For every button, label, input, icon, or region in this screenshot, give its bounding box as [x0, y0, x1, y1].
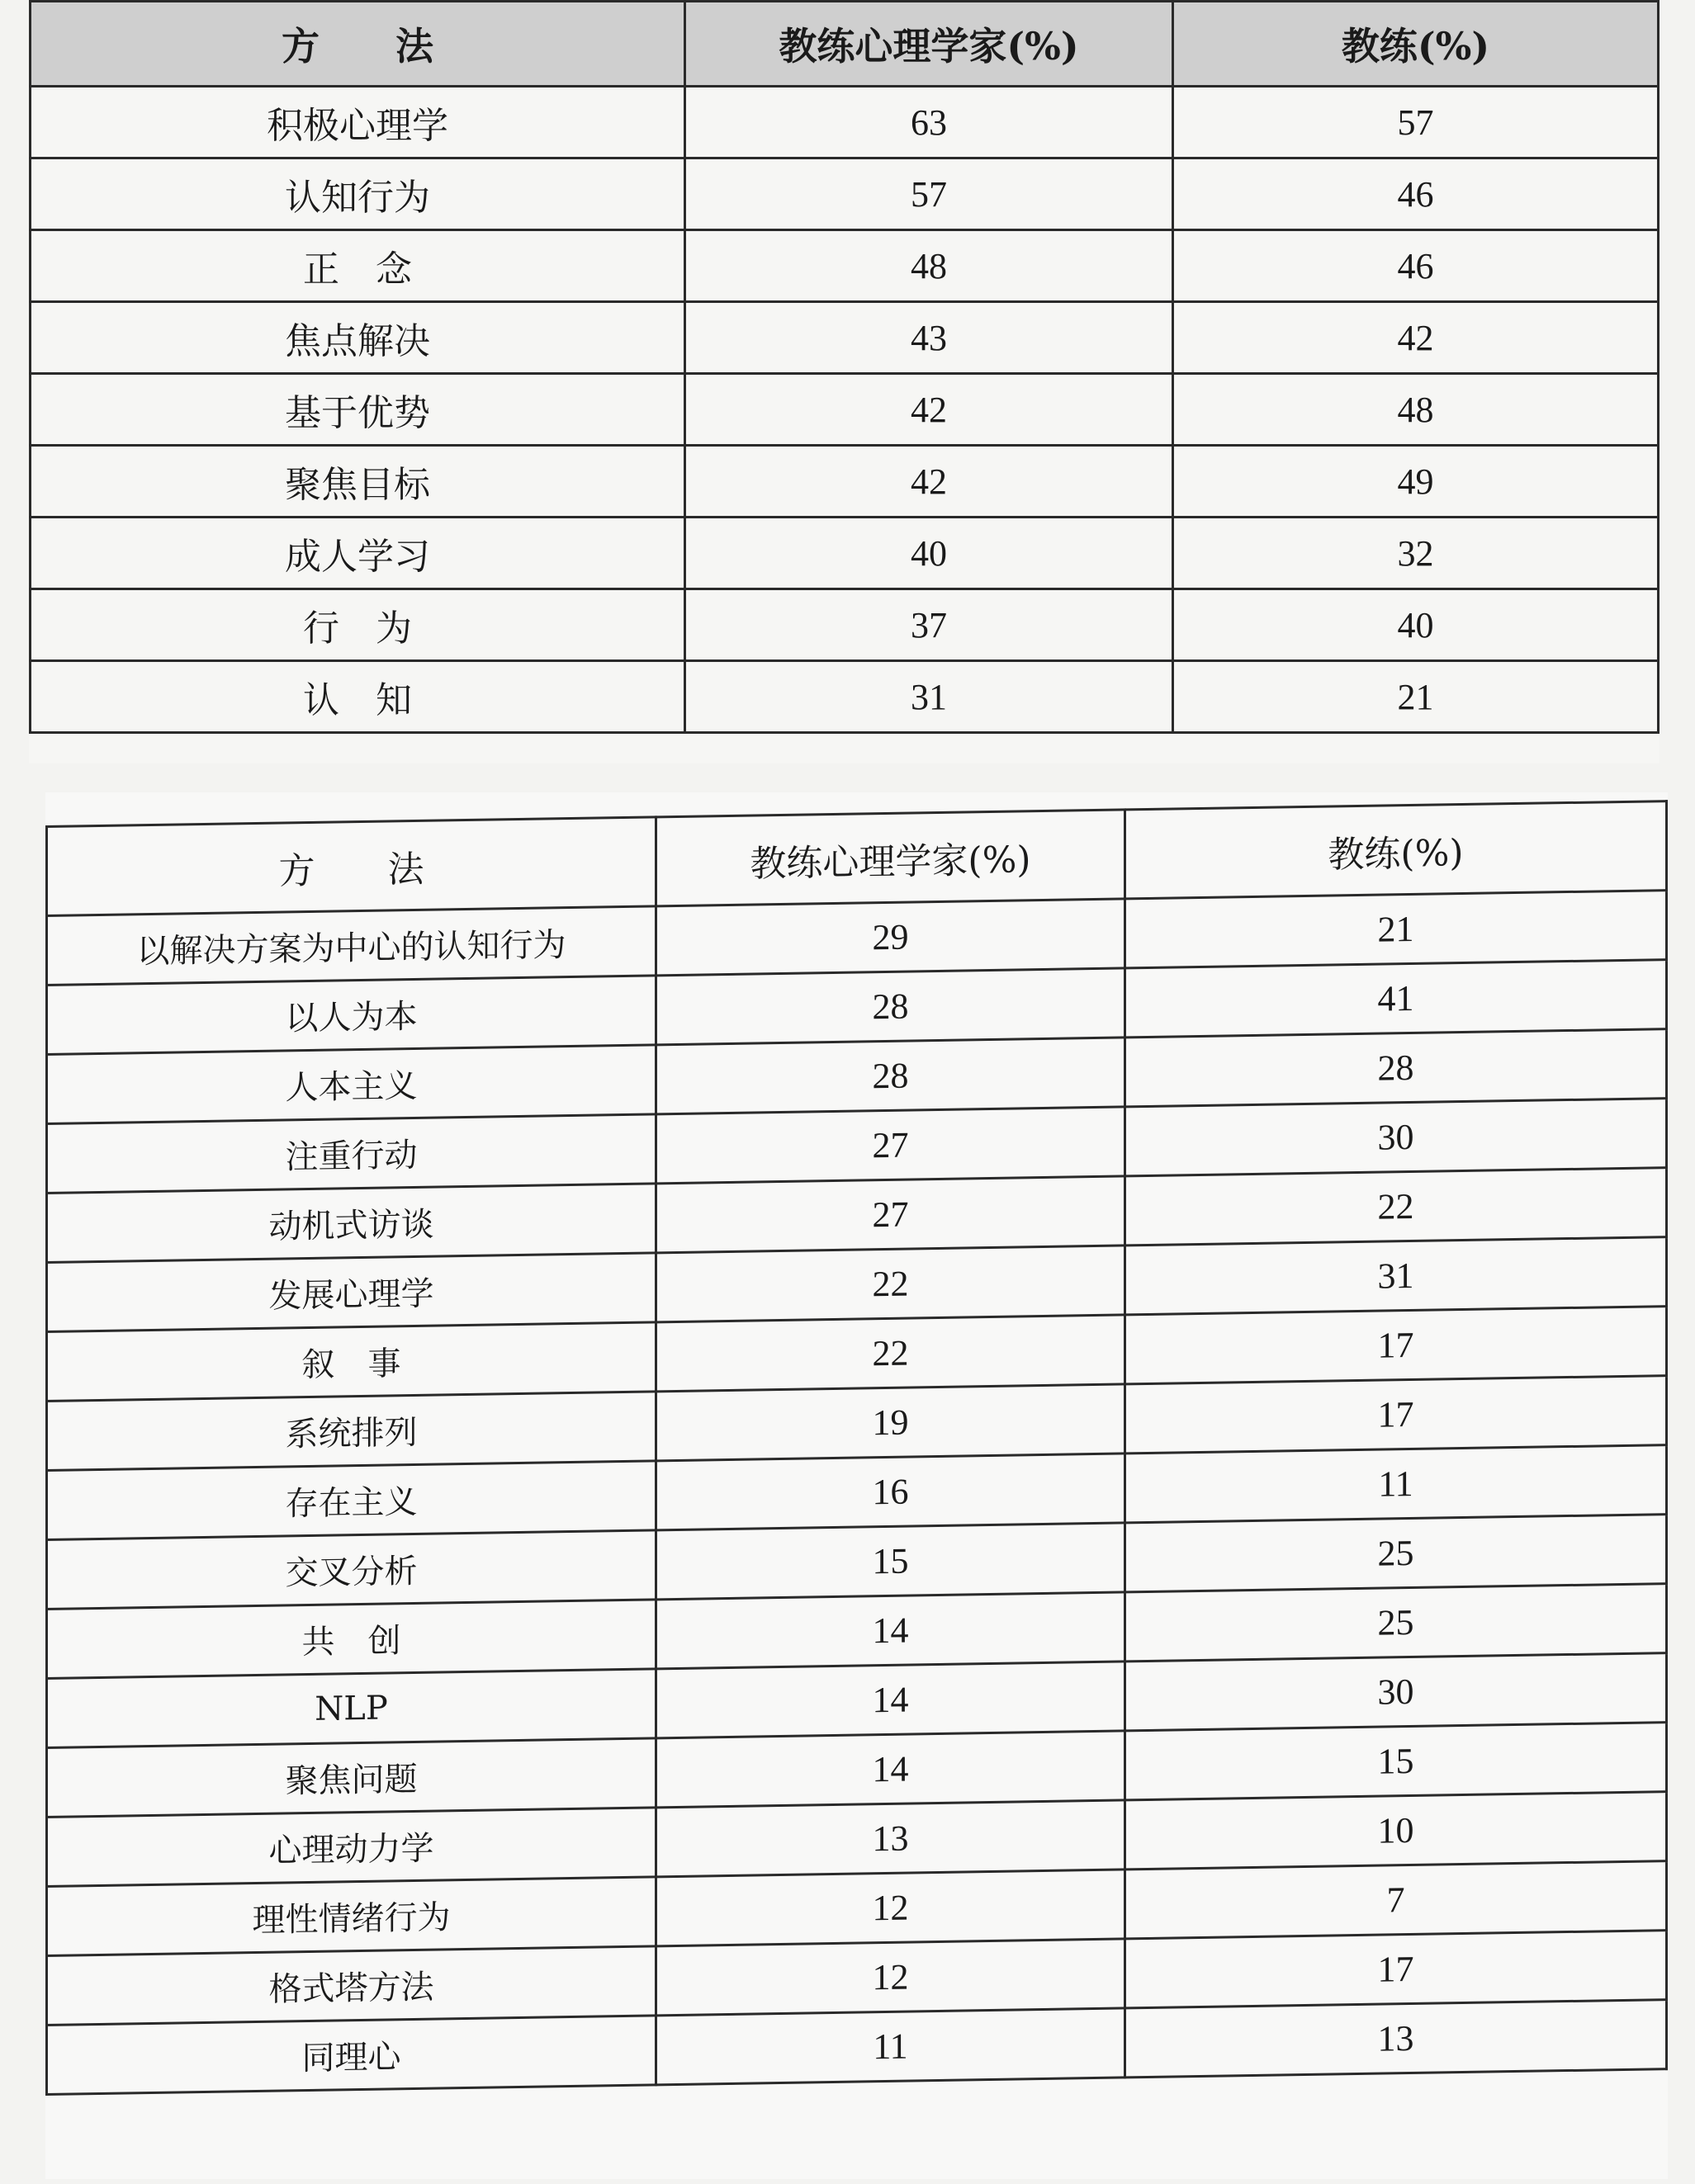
- cell-coaching-psychologists: 15: [656, 1523, 1125, 1600]
- cell-coaching-psychologists: 22: [656, 1315, 1125, 1392]
- cell-coaches: 13: [1125, 2000, 1667, 2078]
- bottom-table-page: [45, 792, 1668, 2179]
- cell-coaches: 48: [1173, 374, 1659, 446]
- cell-method: 正 念: [31, 230, 685, 302]
- header-coaching-psychologists: 教练心理学家(%): [656, 810, 1125, 906]
- cell-coaching-psychologists: 40: [685, 518, 1173, 589]
- cell-coaching-psychologists: 14: [656, 1662, 1125, 1738]
- cell-method: 存在主义: [47, 1461, 656, 1540]
- cell-method: 理性情绪行为: [47, 1877, 656, 1956]
- table-row: [31, 230, 1659, 302]
- cell-coaching-psychologists: 48: [685, 230, 1173, 302]
- table-row: [31, 302, 1659, 374]
- cell-coaches: 10: [1125, 1792, 1667, 1870]
- table-row: [31, 158, 1659, 230]
- cell-method: 成人学习: [31, 518, 685, 589]
- cell-coaching-psychologists: 29: [656, 899, 1125, 976]
- cell-coaching-psychologists: 12: [656, 1939, 1125, 2016]
- cell-method: 认知行为: [31, 158, 685, 230]
- cell-coaches: 32: [1173, 518, 1659, 589]
- cell-coaching-psychologists: 19: [656, 1384, 1125, 1461]
- cell-coaches: 49: [1173, 446, 1659, 518]
- cell-method: 同理心: [47, 2016, 656, 2095]
- cell-coaching-psychologists: 27: [656, 1107, 1125, 1184]
- cell-method: 认 知: [31, 661, 685, 733]
- header-coaches: 教练(%): [1125, 801, 1667, 899]
- cell-method: 动机式访谈: [47, 1184, 656, 1263]
- cell-coaching-psychologists: 22: [656, 1246, 1125, 1322]
- cell-method: 系统排列: [47, 1392, 656, 1471]
- cell-coaching-psychologists: 28: [656, 968, 1125, 1045]
- cell-coaching-psychologists: 27: [656, 1176, 1125, 1253]
- cell-coaches: 22: [1125, 1168, 1667, 1246]
- table-row: [31, 446, 1659, 518]
- cell-coaches: 7: [1125, 1861, 1667, 1939]
- cell-method: 积极心理学: [31, 87, 685, 158]
- cell-method: 心理动力学: [47, 1808, 656, 1887]
- cell-method: 共 创: [47, 1600, 656, 1679]
- cell-coaches: 28: [1125, 1029, 1667, 1107]
- cell-coaches: 46: [1173, 158, 1659, 230]
- cell-method: 人本主义: [47, 1045, 656, 1124]
- table-header-row: [31, 2, 1659, 87]
- bottom-methods-table: [45, 800, 1668, 2096]
- cell-coaching-psychologists: 42: [685, 446, 1173, 518]
- cell-coaches: 17: [1125, 1931, 1667, 2008]
- header-method: 方 法: [31, 2, 685, 87]
- cell-method: 以解决方案为中心的认知行为: [47, 906, 656, 986]
- cell-method: 行 为: [31, 589, 685, 661]
- cell-coaching-psychologists: 42: [685, 374, 1173, 446]
- cell-coaching-psychologists: 37: [685, 589, 1173, 661]
- cell-coaches: 25: [1125, 1515, 1667, 1592]
- cell-coaching-psychologists: 57: [685, 158, 1173, 230]
- cell-method: 注重行动: [47, 1114, 656, 1194]
- cell-coaches: 42: [1173, 302, 1659, 374]
- table-row: [31, 374, 1659, 446]
- cell-method: 交叉分析: [47, 1530, 656, 1610]
- cell-coaching-psychologists: 14: [656, 1592, 1125, 1669]
- table-row: [31, 87, 1659, 158]
- cell-coaching-psychologists: 16: [656, 1454, 1125, 1530]
- table-row: [31, 589, 1659, 661]
- cell-coaches: 30: [1125, 1653, 1667, 1731]
- cell-coaches: 17: [1125, 1376, 1667, 1454]
- header-coaches: 教练(%): [1173, 2, 1659, 87]
- cell-method: 聚焦问题: [47, 1738, 656, 1818]
- cell-method: 发展心理学: [47, 1253, 656, 1332]
- cell-coaching-psychologists: 14: [656, 1731, 1125, 1808]
- cell-method: 格式塔方法: [47, 1946, 656, 2026]
- cell-coaches: 25: [1125, 1584, 1667, 1662]
- cell-coaching-psychologists: 43: [685, 302, 1173, 374]
- top-table-page: [29, 0, 1659, 763]
- cell-method: 叙 事: [47, 1322, 656, 1402]
- cell-method: 以人为本: [47, 976, 656, 1055]
- cell-method: NLP: [47, 1669, 656, 1748]
- cell-coaches: 21: [1125, 891, 1667, 968]
- header-method: 方 法: [47, 817, 656, 916]
- cell-coaches: 40: [1173, 589, 1659, 661]
- cell-coaching-psychologists: 11: [656, 2008, 1125, 2085]
- cell-coaches: 11: [1125, 1445, 1667, 1523]
- cell-coaches: 17: [1125, 1307, 1667, 1384]
- cell-coaching-psychologists: 13: [656, 1800, 1125, 1877]
- top-methods-table: [29, 0, 1659, 734]
- cell-method: 聚焦目标: [31, 446, 685, 518]
- cell-coaches: 15: [1125, 1723, 1667, 1800]
- table-row: [31, 518, 1659, 589]
- cell-coaching-psychologists: 31: [685, 661, 1173, 733]
- cell-coaches: 21: [1173, 661, 1659, 733]
- cell-coaching-psychologists: 28: [656, 1038, 1125, 1114]
- cell-coaches: 41: [1125, 960, 1667, 1038]
- cell-coaches: 30: [1125, 1099, 1667, 1176]
- cell-method: 焦点解决: [31, 302, 685, 374]
- cell-coaches: 31: [1125, 1237, 1667, 1315]
- cell-coaching-psychologists: 12: [656, 1870, 1125, 1946]
- cell-method: 基于优势: [31, 374, 685, 446]
- cell-coaches: 46: [1173, 230, 1659, 302]
- cell-coaching-psychologists: 63: [685, 87, 1173, 158]
- header-coaching-psychologists: 教练心理学家(%): [685, 2, 1173, 87]
- cell-coaches: 57: [1173, 87, 1659, 158]
- table-row: [31, 661, 1659, 733]
